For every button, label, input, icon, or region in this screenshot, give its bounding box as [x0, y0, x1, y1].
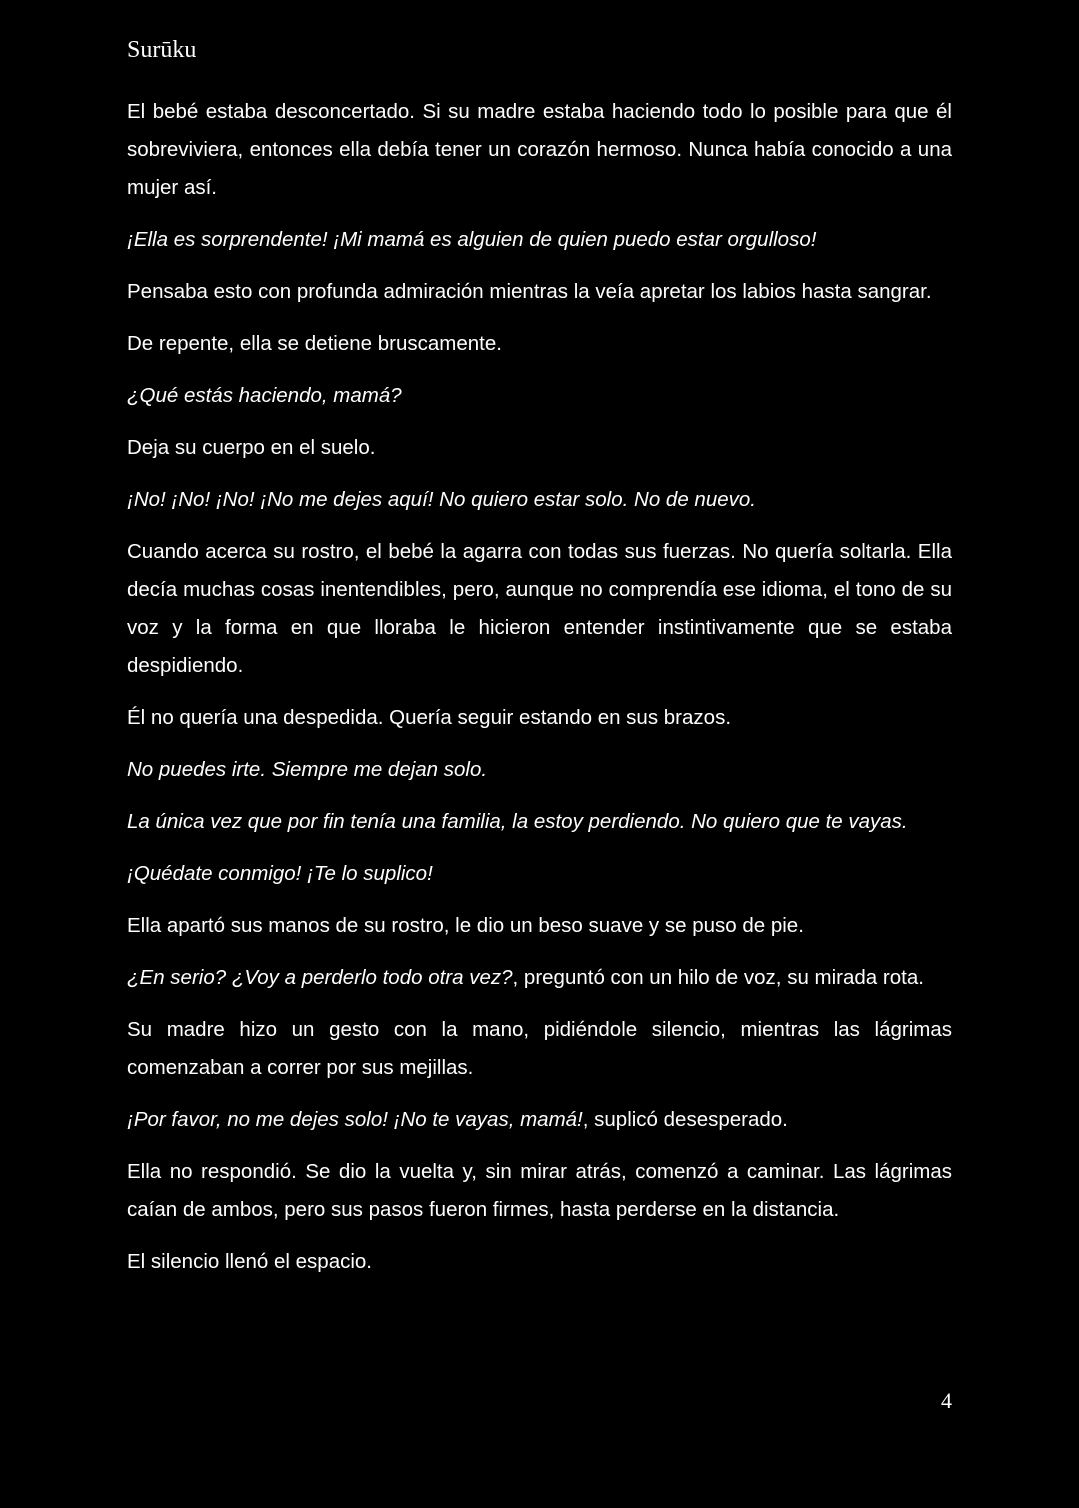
paragraph-mixed [127, 959, 952, 997]
dialogue-italic: ¿En serio? ¿Voy a perderlo todo otra vez? [127, 966, 513, 989]
dialogue-tag: , suplicó desesperado. [582, 1108, 788, 1131]
paragraph: Pensaba esto con profunda admiración mientras la veía apretar los labios hasta sangrar. [127, 280, 932, 303]
paragraph-italic: ¡No! ¡No! ¡No! ¡No me dejes aquí! No quiero estar solo. No de nuevo. [127, 488, 756, 511]
paragraph: El bebé estaba desconcertado. Si su madre estaba haciendo todo lo posible para que él sobreviviera, entonces ella debía tener un corazón hermoso. Nunca había conocido a una mujer así. [127, 100, 952, 199]
paragraph: Deja su cuerpo en el suelo. [127, 436, 376, 459]
paragraph-italic: La única vez que por fin tenía una familia, la estoy perdiendo. No quiero que te vayas. [127, 810, 908, 833]
page-header-title: Surūku [127, 37, 197, 63]
paragraph: El silencio llenó el espacio. [127, 1250, 372, 1273]
chapter-body [127, 93, 952, 1295]
paragraph: Ella apartó sus manos de su rostro, le dio un beso suave y se puso de pie. [127, 914, 804, 937]
paragraph-mixed [127, 1101, 952, 1139]
page-number: 4 [941, 1388, 952, 1413]
paragraph: Cuando acerca su rostro, el bebé la agarra con todas sus fuerzas. No quería soltarla. Ella decía muchas cosas inentendibles, pero, aunque no comprendía ese idioma, el tono de su voz y la forma en que lloraba le hicieron entender instintivamente que se estaba despidiendo. [127, 540, 952, 677]
dialogue-tag: , preguntó con un hilo de voz, su mirada rota. [512, 966, 924, 989]
paragraph-italic: ¿Qué estás haciendo, mamá? [127, 384, 402, 407]
paragraph: Él no quería una despedida. Quería seguir estando en sus brazos. [127, 706, 732, 729]
paragraph: Ella no respondió. Se dio la vuelta y, sin mirar atrás, comenzó a caminar. Las lágrimas caían de ambos, pero sus pasos fueron firmes, hasta perderse en la distancia. [127, 1160, 952, 1221]
paragraph-italic: ¡Quédate conmigo! ¡Te lo suplico! [127, 862, 433, 885]
paragraph-italic: No puedes irte. Siempre me dejan solo. [127, 758, 488, 781]
dialogue-italic: ¡Por favor, no me dejes solo! ¡No te vayas, mamá! [127, 1108, 583, 1131]
paragraph-italic: ¡Ella es sorprendente! ¡Mi mamá es alguien de quien puedo estar orgulloso! [127, 228, 817, 251]
paragraph: Su madre hizo un gesto con la mano, pidiéndole silencio, mientras las lágrimas comenzaban a correr por sus mejillas. [127, 1018, 952, 1079]
paragraph: De repente, ella se detiene bruscamente. [127, 332, 502, 355]
